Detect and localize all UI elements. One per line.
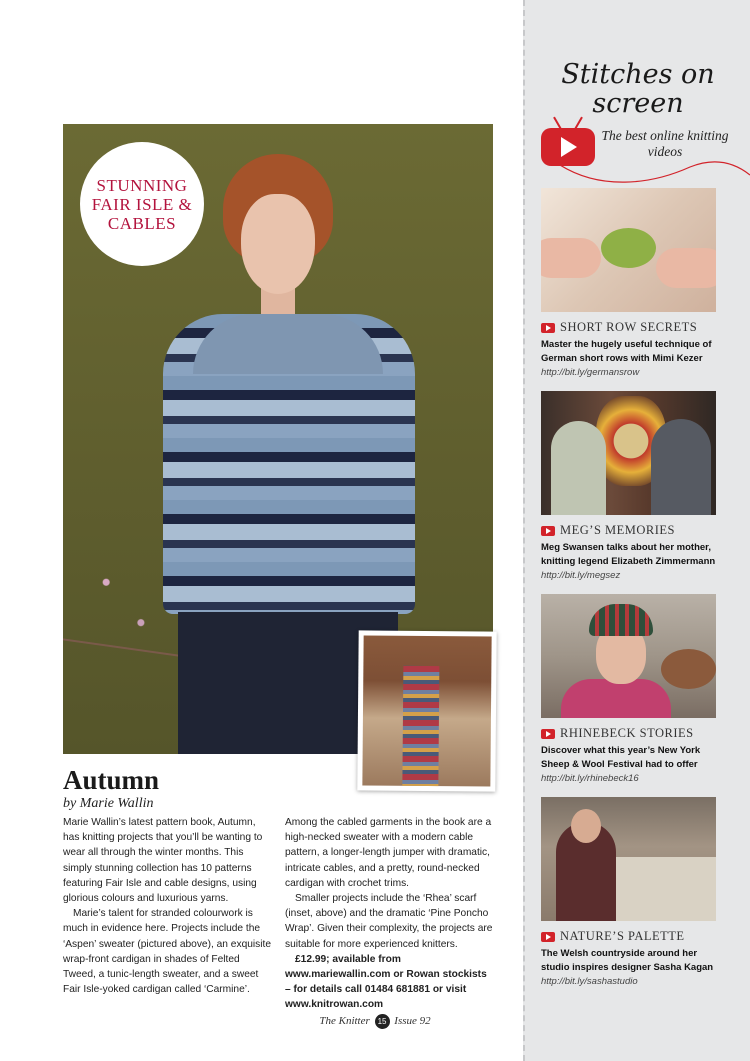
video-title: RHINEBECK STORIES	[560, 726, 694, 740]
magazine-name: The Knitter	[319, 1015, 370, 1028]
youtube-icon	[541, 323, 555, 333]
model-face	[241, 194, 315, 294]
video-title: SHORT ROW SECRETS	[560, 320, 698, 334]
video-link[interactable]: http://bit.ly/germansrow	[541, 367, 640, 378]
video-link[interactable]: http://bit.ly/megsez	[541, 570, 621, 581]
video-link[interactable]: http://bit.ly/sashastudio	[541, 976, 638, 987]
page-number: 15	[375, 1014, 390, 1029]
inset-photo	[357, 630, 496, 791]
inset-photo-image	[362, 635, 491, 786]
video-item-rhinebeck[interactable]	[541, 594, 716, 786]
video-title: NATURE’S PALETTE	[560, 929, 685, 943]
feature-badge	[80, 142, 204, 266]
video-thumbnail[interactable]	[541, 797, 716, 921]
sidebar-heading: Stitches on screen	[561, 59, 715, 119]
paragraph: Smaller projects include the ‘Rhea’ scarf (inset, above) and the dramatic ‘Pine Poncho Wrap’. Given their complexity, the projects are suitable for more experienced knitters.	[285, 893, 493, 950]
youtube-icon	[541, 729, 555, 739]
article-column-left	[63, 815, 273, 997]
youtube-icon	[541, 526, 555, 536]
video-link[interactable]: http://bit.ly/rhinebeck16	[541, 773, 639, 784]
sidebar-subheading: The best online knitting videos	[601, 128, 729, 159]
rhea-scarf-illustration	[402, 666, 439, 787]
paragraph: Among the cabled garments in the book are a high-necked sweater with a modern cable pattern, a longer-length jumper with dramatic, intricate cables, and a pretty, round-necked cardigan with crochet trims.	[285, 817, 492, 889]
article-title: Autumn	[63, 765, 160, 795]
paragraph: Marie Wallin’s latest pattern book, Autumn, has knitting projects that you’ll be wanting to wear all through the winter months. This simply stunning collection has 10 patterns featuring Fair Isle and cable designs, using glorious colours and luxurious yarns.	[63, 817, 263, 905]
video-description: Discover what this year’s New York Sheep & Wool Festival had to offer	[541, 745, 701, 770]
video-description: The Welsh countryside around her studio inspires designer Sasha Kagan	[541, 948, 714, 973]
sweater-yoke	[193, 314, 383, 374]
video-title: MEG’S MEMORIES	[560, 523, 675, 537]
paragraph: Marie’s talent for stranded colourwork is much in evidence here. Projects include the ‘Aspen’ sweater (pictured above), an exquisite wrap-front cardigan in shades of Felted Tweed, a tunic-length sweater, and a sweet Fair Isle-yoked cardigan called ‘Carmine’.	[63, 908, 272, 996]
video-item-short-row[interactable]	[541, 188, 716, 380]
feature-badge-text: STUNNING FAIR ISLE & CABLES	[91, 175, 193, 233]
video-item-natures-palette[interactable]	[541, 797, 716, 989]
article-column-right	[285, 815, 495, 1013]
article-byline: by Marie Wallin	[63, 796, 154, 811]
video-item-meg[interactable]	[541, 391, 716, 583]
video-thumbnail[interactable]	[541, 594, 716, 718]
video-description: Master the hugely useful technique of German short rows with Mimi Kezer	[541, 339, 712, 364]
price-availability: £12.99; available from www.mariewallin.com or Rowan stockists – for details call 01484 681881 or visit www.knitrowan.com	[285, 953, 487, 1011]
issue-number: Issue 92	[394, 1015, 431, 1028]
video-thumbnail[interactable]	[541, 391, 716, 515]
video-thumbnail[interactable]	[541, 188, 716, 312]
youtube-icon	[541, 932, 555, 942]
video-description: Meg Swansen talks about her mother, knitting legend Elizabeth Zimmermann	[541, 542, 716, 567]
decorative-curve	[560, 145, 750, 185]
